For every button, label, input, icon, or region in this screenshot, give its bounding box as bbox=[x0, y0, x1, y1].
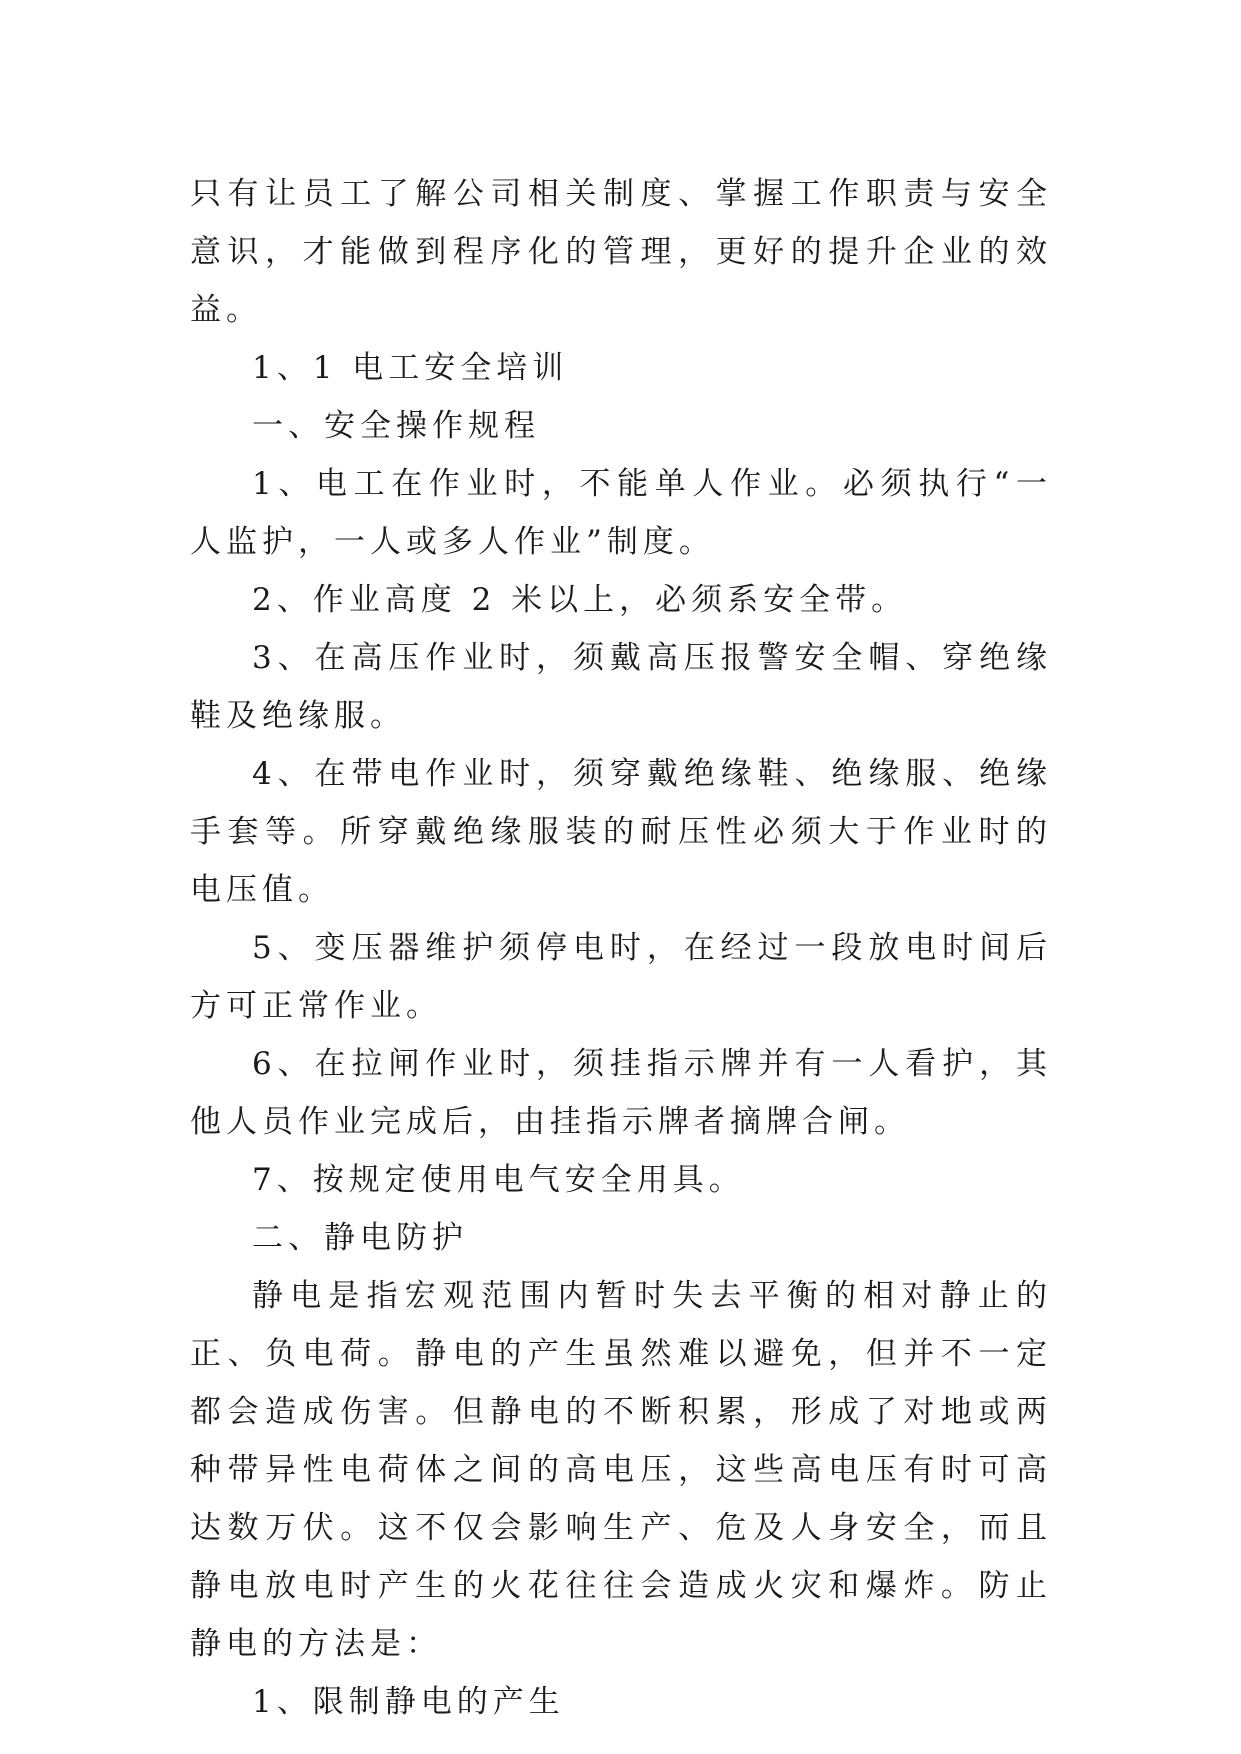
list-item: 7、按规定使用电气安全用具。 bbox=[252, 1162, 745, 1198]
subsection-heading: 一、安全操作规程 bbox=[252, 408, 540, 444]
list-item: 2、作业高度 2 米以上，必须系安全带。 bbox=[252, 582, 908, 618]
list-item: 3、在高压作业时，须戴高压报警安全帽、穿绝缘鞋及绝缘服。 bbox=[190, 640, 1052, 734]
list-item: 5、变压器维护须停电时，在经过一段放电时间后方可正常作业。 bbox=[190, 930, 1052, 1024]
document-body bbox=[190, 165, 1052, 1731]
subsection-heading: 二、静电防护 bbox=[252, 1220, 468, 1256]
list-item: 1、电工在作业时，不能单人作业。必须执行“一人监护，一人或多人作业”制度。 bbox=[190, 466, 1052, 560]
section-heading: 1、1 电工安全培训 bbox=[252, 350, 569, 386]
list-item: 4、在带电作业时，须穿戴绝缘鞋、绝缘服、绝缘手套等。所穿戴绝缘服装的耐压性必须大于作业时的电压值。 bbox=[190, 756, 1052, 908]
paragraph: 只有让员工了解公司相关制度、掌握工作职责与安全意识，才能做到程序化的管理，更好的提升企业的效益。 bbox=[190, 176, 1052, 328]
paragraph: 静电是指宏观范围内暂时失去平衡的相对静止的正、负电荷。静电的产生虽然难以避免，但并不一定都会造成伤害。但静电的不断积累，形成了对地或两种带异性电荷体之间的高电压，这些高电压有时可高达数万伏。这不仅会影响生产、危及人身安全，而且静电放电时产生的火花往往会造成火灾和爆炸。防止静电的方法是： bbox=[190, 1278, 1052, 1662]
list-item: 6、在拉闸作业时，须挂指示牌并有一人看护，其他人员作业完成后，由挂指示牌者摘牌合闸。 bbox=[190, 1046, 1052, 1140]
list-item: 1、限制静电的产生 bbox=[252, 1684, 565, 1720]
